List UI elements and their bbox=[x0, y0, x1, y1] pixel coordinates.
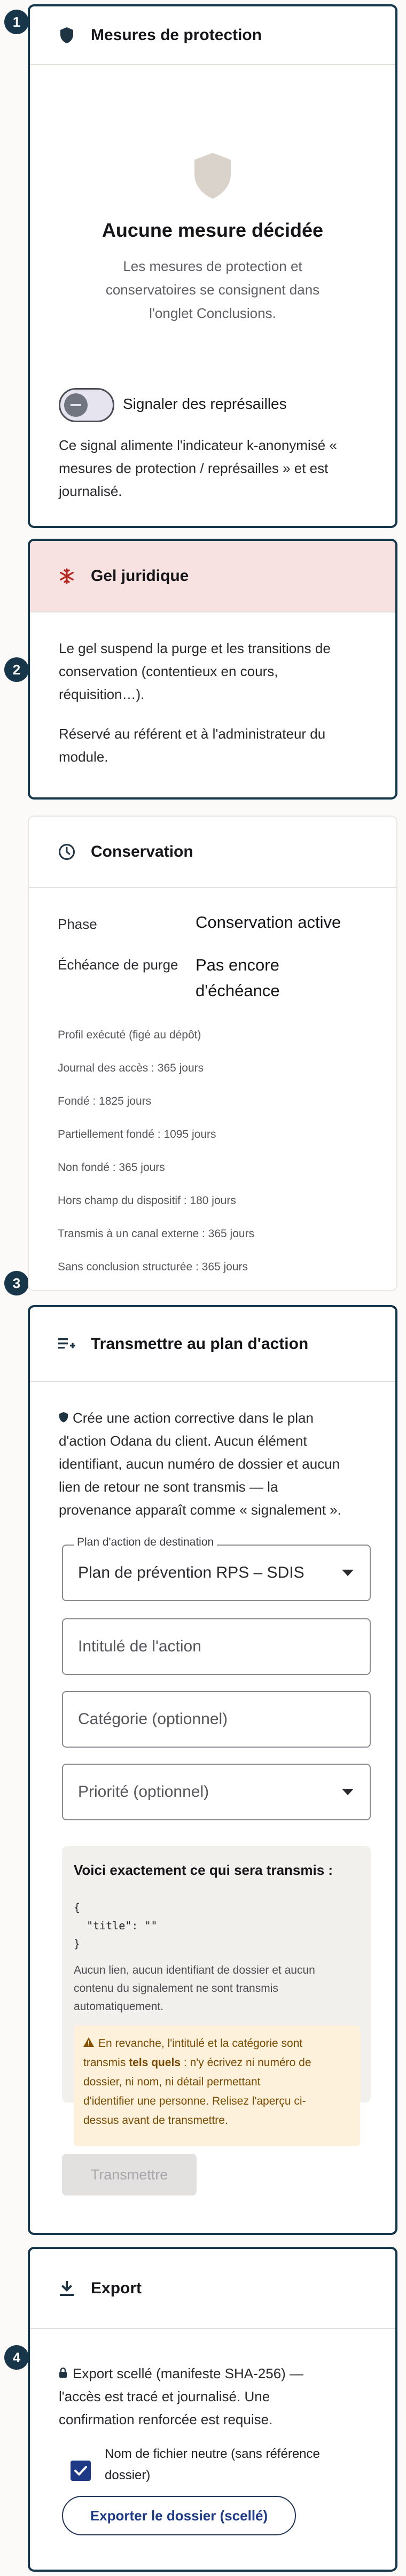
chevron-down-icon bbox=[342, 1789, 354, 1795]
reprisals-toggle[interactable] bbox=[59, 388, 114, 422]
priorite-placeholder: Priorité (optionnel) bbox=[78, 1783, 209, 1801]
neutral-filename-checkbox[interactable] bbox=[71, 2461, 91, 2481]
empty-state-description: Les mesures de protection et conservatoires se consignent dans l'onglet Conclusions. bbox=[105, 258, 320, 321]
reprisals-toggle-label: Signaler des représailles bbox=[123, 395, 287, 412]
gel-header bbox=[30, 541, 395, 612]
empty-state-title: Aucune mesure décidée bbox=[102, 219, 324, 241]
lock-icon bbox=[59, 2362, 69, 2385]
reprisals-description: Ce signal alimente l'indicateur k-anonymisé « mesures de protection / représailles » et est journalisé. bbox=[59, 437, 337, 499]
conservation-title: Conservation bbox=[91, 843, 193, 860]
retention-profile bbox=[58, 1019, 254, 1284]
warning-box: En revanche, l'intitulé et la catégorie sont transmis tels quels : n'y écrivez ni numéro de dossier, ni nom, ni détail permettant d'identifier une personne. Relisez l'aperçu ci- dessus avant de transmettre. bbox=[74, 2026, 360, 2146]
intitule-input[interactable] bbox=[62, 1618, 371, 1675]
chevron-down-icon bbox=[342, 1570, 354, 1576]
download-icon bbox=[58, 2279, 76, 2298]
phase-label: Phase bbox=[58, 916, 97, 932]
clock-icon bbox=[58, 843, 76, 861]
shield-small-icon bbox=[59, 1407, 69, 1430]
export-button[interactable]: Exporter le dossier (scellé) bbox=[62, 2496, 296, 2535]
toggle-thumb bbox=[64, 393, 88, 417]
intitule-placeholder: Intitulé de l'action bbox=[78, 1638, 201, 1655]
transmit-preview bbox=[62, 1846, 371, 2127]
echeance-label: Échéance de purge bbox=[58, 957, 178, 973]
gel-access-note: Réservé au référent et à l'administrateur du module. bbox=[59, 726, 326, 765]
echeance-value: Pas encore d'échéance bbox=[196, 956, 280, 1000]
phase-value: Conservation active bbox=[196, 913, 341, 932]
gel-title: Gel juridique bbox=[91, 567, 189, 585]
export-header bbox=[30, 2249, 395, 2329]
empty-state-shield-icon bbox=[30, 152, 395, 203]
export-info: Export scellé (manifeste SHA-256) — l'accès est tracé et journalisé. Une confirmation renforcée est requise. bbox=[59, 2362, 390, 2431]
plan-select-value: Plan de prévention RPS – SDIS bbox=[78, 1564, 304, 1581]
transmit-button[interactable]: Transmettre bbox=[62, 2154, 197, 2195]
retention-item: Non fondé : 365 jours bbox=[58, 1161, 165, 1174]
playlist-add-icon bbox=[58, 1335, 76, 1353]
transmit-card bbox=[28, 1305, 397, 2235]
retention-item: Hors champ du dispositif : 180 jours bbox=[58, 1194, 236, 1207]
retention-item: Partiellement fondé : 1095 jours bbox=[58, 1128, 216, 1140]
preview-code: { "title": "" } bbox=[74, 1901, 158, 1950]
check-icon bbox=[71, 2461, 91, 2481]
retention-item: Transmis à un canal externe : 365 jours bbox=[58, 1228, 255, 1240]
preview-title: Voici exactement ce qui sera transmis : bbox=[74, 1862, 333, 1878]
retention-item: Sans conclusion structurée : 365 jours bbox=[58, 1261, 248, 1273]
export-title: Export bbox=[91, 2279, 142, 2297]
snowflake-icon bbox=[58, 567, 76, 585]
retention-profile-title: Profil exécuté (figé au dépôt) bbox=[58, 1029, 201, 1041]
categorie-placeholder: Catégorie (optionnel) bbox=[78, 1710, 228, 1728]
plan-select-label: Plan d'action de destination bbox=[74, 1536, 217, 1549]
transmit-header bbox=[30, 1307, 395, 1381]
step-marker-4: 4 bbox=[4, 2345, 29, 2370]
transmit-title: Transmettre au plan d'action bbox=[91, 1335, 309, 1353]
step-marker-1: 1 bbox=[4, 10, 29, 34]
neutral-filename-label: Nom de fichier neutre (sans référence dossier) bbox=[105, 2447, 320, 2482]
transmit-info: Crée une action corrective dans le plan d'action Odana du client. Aucun élément identifiant, aucun numéro de dossier et aucun lien de retour ne sont transmis — la provenance apparaît comme « signalement ». bbox=[59, 1407, 390, 1522]
retention-item: Fondé : 1825 jours bbox=[58, 1095, 152, 1107]
conservation-header bbox=[29, 817, 396, 888]
protection-header bbox=[30, 6, 395, 65]
plan-select[interactable] bbox=[62, 1545, 371, 1601]
protection-title: Mesures de protection bbox=[91, 26, 262, 44]
warning-icon bbox=[83, 2034, 95, 2053]
conservation-card bbox=[28, 816, 397, 1291]
priorite-select[interactable] bbox=[62, 1764, 371, 1820]
step-marker-2: 2 bbox=[4, 657, 29, 682]
preview-note: Aucun lien, aucun identifiant de dossier et aucun contenu du signalement ne sont transmis automatiquement. bbox=[74, 1964, 315, 2013]
gel-card bbox=[28, 539, 397, 800]
gel-description: Le gel suspend la purge et les transitions de conservation (contentieux en cours, réquisition…). bbox=[59, 640, 331, 702]
protection-card bbox=[28, 4, 397, 528]
shield-icon bbox=[58, 26, 76, 44]
retention-item: Journal des accès : 365 jours bbox=[58, 1062, 204, 1074]
step-marker-3: 3 bbox=[4, 1271, 29, 1295]
export-card bbox=[28, 2247, 397, 2572]
categorie-input[interactable] bbox=[62, 1691, 371, 1748]
